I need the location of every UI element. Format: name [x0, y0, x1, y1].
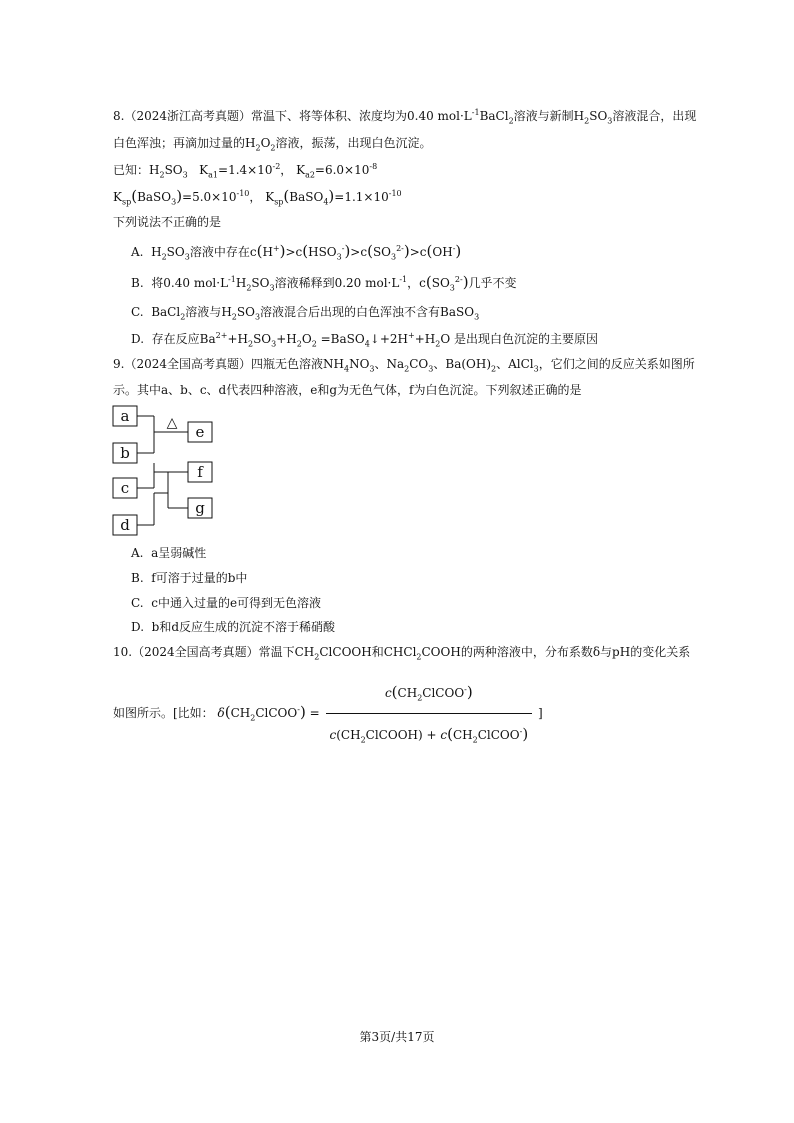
- label-f: f: [197, 463, 203, 481]
- q9-stem-line2: 示。其中a、b、c、d代表四种溶液，e和g为无色气体，f为白色沉淀。下列叙述正确的是: [113, 383, 582, 397]
- heat-icon: △: [166, 415, 178, 431]
- reaction-diagram: [112, 405, 222, 540]
- q8-option-a: A. $H_2SO_3$溶液中存在$c(H^+)>c(HSO_3^-)>c(SO_3^{2-})>c(OH^-)$: [131, 242, 462, 262]
- q8-option-c: C. BaCl$_2$溶液与$H_2SO_3$溶液混合后出现的白色浑浊不含有BaSO$_3$: [131, 305, 480, 322]
- q10-stem-line1: 10.（2024全国高考真题）常温下$CH_2ClCOOH$和CHCl$_2$COOH的两种溶液中，分布系数δ与pH的变化关系: [113, 645, 691, 662]
- label-g: g: [195, 499, 205, 517]
- label-a: a: [120, 407, 130, 425]
- q10-stem-line2: 如图所示。[比如： $\delta(CH_2ClCOO^-)$ = $\frac{c(CH_2ClCOO^-)}{c(CH_2ClCOOH) + c(CH_2ClCOO^-)}$ ]: [113, 674, 543, 753]
- q8-option-d: D. 存在反应$Ba^{2+}+H_2SO_3+H_2O_2$ $=BaSO_4↓+2H^++H_2O$ 是出现白色沉淀的主要原因: [131, 331, 599, 349]
- q9-stem-line1: 9.（2024全国高考真题）四瓶无色溶液$NH_4NO_3$、$Na_2CO_3$、$Ba(OH)_2$、AlCl$_3$，它们之间的反应关系如图所: [113, 357, 695, 374]
- q8-stem-line1: 8.（2024浙江高考真题）常温下、将等体积、浓度均为0.40 $mol\cdot L^{-1}BaCl_2$溶液与新制$H_2SO_3$溶液混合，出现: [113, 108, 697, 126]
- q8-known-ka: 已知：$H_2SO_3$ $K_{a1}=1.4\times 10^{-2}$， $K_{a2}=6.0\times 10^{-8}$: [113, 162, 378, 180]
- label-b: b: [120, 444, 130, 462]
- q8-stem-line2: 白色浑浊；再滴加过量的$H_2O_2$溶液，振荡，出现白色沉淀。: [113, 136, 432, 153]
- q9-option-c: C. c中通入过量的e可得到无色溶液: [131, 596, 322, 610]
- label-e: e: [195, 423, 205, 441]
- q9-option-d: D. b和d反应生成的沉淀不溶于稀硝酸: [131, 620, 336, 634]
- label-d: d: [120, 516, 130, 534]
- q8-ask: 下列说法不正确的是: [113, 215, 222, 229]
- distribution-fraction: $\frac{c(CH_2ClCOO^-)}{c(CH_2ClCOOH) + c(CH_2ClCOO^-)}$: [326, 674, 533, 753]
- page-footer: 第3页/共17页: [359, 1030, 435, 1044]
- q8-known-ksp: $K_{sp}(BaSO_3)=5.0\times 10^{-10}$， $K_{sp}(BaSO_4)=1.1\times 10^{-10}$: [113, 187, 402, 207]
- label-c: c: [120, 479, 130, 497]
- q8-option-b: B. 将0.40 $mol\cdot L^{-1}H_2SO_3$溶液稀释到0.20 $mol\cdot L^{-1}$，$c(SO_3^{2-})$几乎不变: [131, 273, 517, 293]
- q9-option-b: B. f可溶于过量的b中: [131, 571, 248, 585]
- q9-option-a: A. a呈弱碱性: [131, 546, 207, 560]
